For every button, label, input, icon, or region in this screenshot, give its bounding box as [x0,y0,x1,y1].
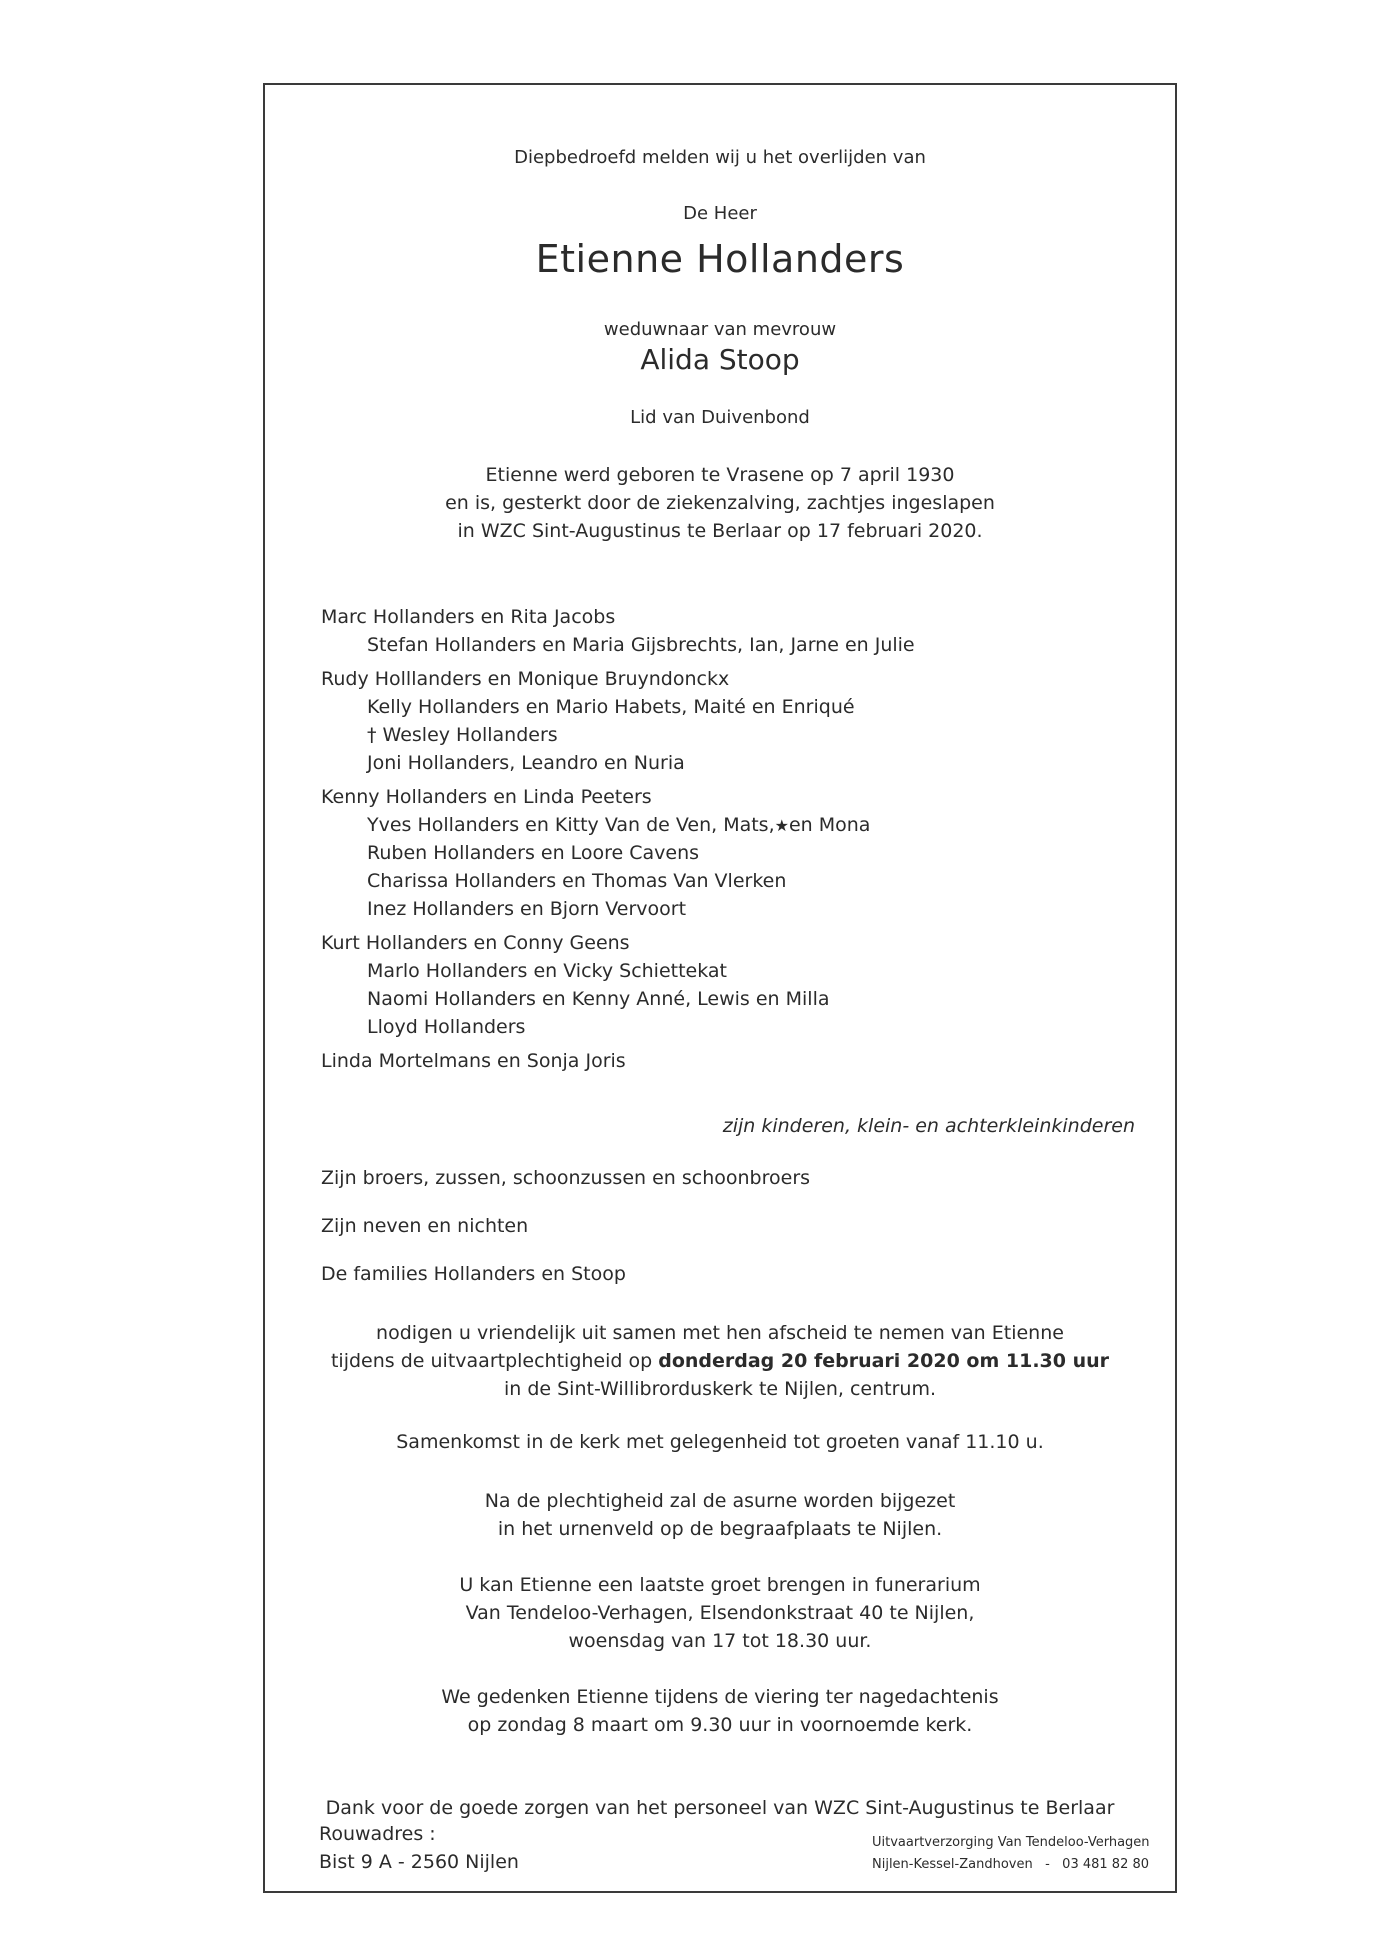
interment-block [265,1487,1175,1543]
family-child [321,814,915,842]
family-parent: Kenny Hollanders en Linda Peeters [321,786,652,808]
gathering-line: Samenkomst in de kerk met gelegenheid tot groeten vanaf 11.10 u. [396,1431,1044,1453]
ceremony-datetime: donderdag 20 februari 2020 om 11.30 uur [658,1350,1110,1372]
family-child-text: Yves Hollanders en Kitty Van de Ven, Mats, [367,814,775,836]
funeral-home-contact: Nijlen-Kessel-Zandhoven - 03 481 82 80 [872,1857,1150,1872]
interment-line: in het urnenveld op de begraafplaats te Nijlen. [497,1518,943,1540]
family-child: Marlo Hollanders en Vicky Schiettekat [367,960,727,982]
invitation-line: nodigen u vriendelijk uit samen met hen afscheid te nemen van Etienne [376,1322,1064,1344]
address-label: Rouwadres : [319,1823,436,1845]
relatives-line: Zijn broers, zussen, schoonzussen en schoonbroers [321,1167,811,1189]
family-parent: Linda Mortelmans en Sonja Joris [321,1050,626,1072]
invitation-block [265,1319,1175,1403]
obituary-card [263,83,1177,1893]
family-child: Charissa Hollanders en Thomas Van Vlerken [367,870,787,892]
funeral-home-block [872,1832,1150,1876]
family-list [321,606,915,1078]
thanks-line: Dank voor de goede zorgen van het personeel van WZC Sint-Augustinus te Berlaar [325,1797,1115,1819]
membership: Lid van Duivenbond [630,407,810,428]
family-parent: Kurt Hollanders en Conny Geens [321,932,630,954]
relation-caption: zijn kinderen, klein- en achterkleinkinderen [722,1115,1135,1137]
star-icon: ★ [774,816,789,835]
family-child-text: en Mona [788,814,871,836]
honorific: De Heer [683,203,757,224]
invitation-text: tijdens de uitvaartplechtigheid op [330,1350,659,1372]
mourning-address-block [319,1820,519,1876]
memorial-block [265,1683,1175,1739]
relatives-line: De families Hollanders en Stoop [321,1263,626,1285]
bio-line: in WZC Sint-Augustinus te Berlaar op 17 februari 2020. [457,520,983,542]
visitation-line: Van Tendeloo-Verhagen, Elsendonkstraat 40 te Nijlen, [465,1602,975,1624]
visitation-line: U kan Etienne een laatste groet brengen in funerarium [459,1574,981,1596]
deceased-name: Etienne Hollanders [535,237,905,281]
address-line: Bist 9 A - 2560 Nijlen [319,1851,519,1873]
memorial-line: op zondag 8 maart om 9.30 uur in voornoemde kerk. [467,1714,973,1736]
family-child: Kelly Hollanders en Mario Habets, Maité en Enriqué [367,696,855,718]
family-child: Joni Hollanders, Leandro en Nuria [367,752,685,774]
bio-line: en is, gesterkt door de ziekenzalving, zachtjes ingeslapen [445,492,995,514]
family-child: Naomi Hollanders en Kenny Anné, Lewis en Milla [367,988,830,1010]
bio-block [265,461,1175,545]
family-child: Lloyd Hollanders [367,1016,526,1038]
family-child: Stefan Hollanders en Maria Gijsbrechts, Ian, Jarne en Julie [367,634,915,656]
family-child: † Wesley Hollanders [367,724,558,746]
funeral-home-name: Uitvaartverzorging Van Tendeloo-Verhagen [872,1835,1150,1850]
visitation-line: woensdag van 17 tot 18.30 uur. [568,1630,872,1652]
family-parent: Rudy Holllanders en Monique Bruyndonckx [321,668,730,690]
intro-text: Diepbedroefd melden wij u het overlijden van [514,147,926,168]
bio-line: Etienne werd geboren te Vrasene op 7 april 1930 [485,464,955,486]
interment-line: Na de plechtigheid zal de asurne worden bijgezet [484,1490,956,1512]
memorial-line: We gedenken Etienne tijdens de viering ter nagedachtenis [441,1686,999,1708]
invitation-line: in de Sint-Willibrorduskerk te Nijlen, centrum. [503,1378,937,1400]
spouse-name: Alida Stoop [640,343,800,376]
family-child: Inez Hollanders en Bjorn Vervoort [367,898,687,920]
family-child: Ruben Hollanders en Loore Cavens [367,842,700,864]
relatives-line: Zijn neven en nichten [321,1215,529,1237]
family-parent: Marc Hollanders en Rita Jacobs [321,606,616,628]
visitation-block [265,1571,1175,1655]
widower-line: weduwnaar van mevrouw [603,319,837,340]
invitation-line [265,1347,1175,1375]
